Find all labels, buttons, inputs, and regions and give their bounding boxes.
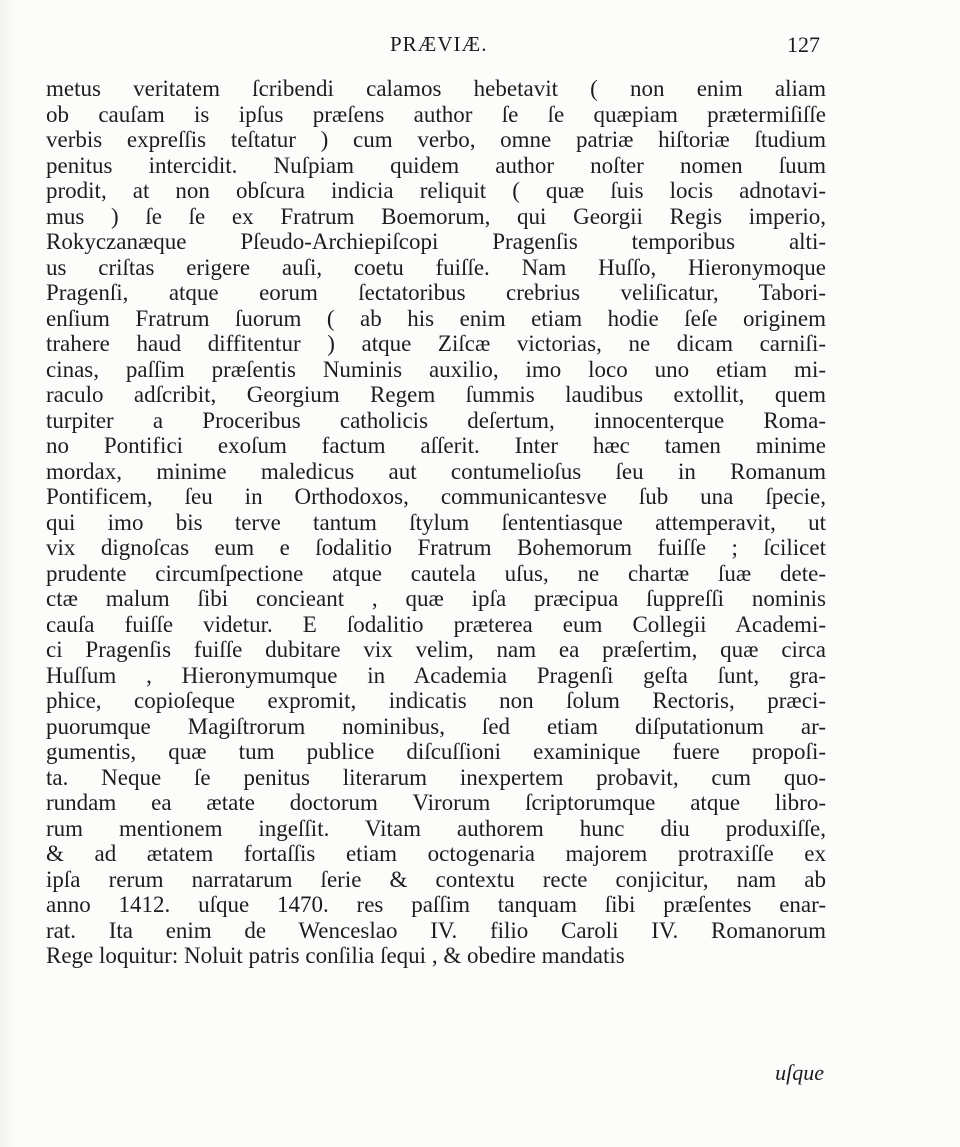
body-text — [46, 76, 826, 969]
text-line: penitus intercidit. Nuſpiam quidem author noſter nomen ſuum — [46, 152, 826, 178]
text-line: rat. Ita enim de Wenceslao IV. filio Caroli IV. Romanorum — [46, 917, 826, 943]
text-line: gumentis, quæ tum publice diſcuſſioni examinique fuere propoſi- — [46, 739, 826, 764]
text-line: Pragenſi, atque eorum ſectatoribus crebrius veliſicatur, Tabori- — [46, 280, 826, 305]
text-line: Rege loquitur: Noluit patris conſilia ſequi , & obedire mandatis — [46, 943, 625, 968]
text-line: Rokyczanæque Pſeudo-Archiepiſcopi Pragenſis temporibus alti- — [46, 229, 826, 254]
text-line: ci Pragenſis fuiſſe dubitare vix velim, nam ea præſertim, quæ circa — [46, 637, 826, 662]
text-line: no Pontifici exoſum factum aſſerit. Inter hæc tamen minime — [46, 433, 826, 458]
text-line: ctæ malum ſibi concieant , quæ ipſa præcipua ſuppreſſi nominis — [46, 586, 826, 611]
text-line: puorumque Magiſtrorum nominibus, ſed etiam diſputationum ar- — [46, 713, 826, 739]
text-line: ta. Neque ſe penitus literarum inexpertem probavit, cum quo- — [46, 764, 826, 790]
text-line: raculo adſcribit, Georgium Regem ſummis laudibus extollit, quem — [46, 382, 826, 407]
text-line: mordax, minime maledicus aut contumelioſus ſeu in Romanum — [46, 458, 826, 484]
text-line: & ad ætatem fortaſſis etiam octogenaria majorem protraxiſſe ex — [46, 841, 826, 866]
text-line: cauſa fuiſſe videtur. E ſodalitio præterea eum Collegii Academi- — [46, 611, 826, 637]
text-line: metus veritatem ſcribendi calamos hebetavit ( non enim aliam — [46, 76, 826, 101]
text-line: qui imo bis terve tantum ſtylum ſententiasque attemperavit, ut — [46, 509, 826, 535]
running-head — [0, 26, 960, 60]
page-number: 127 — [787, 32, 820, 57]
text-line: rundam ea ætate doctorum Virorum ſcriptorumque atque libro- — [46, 790, 826, 815]
text-line: prodit, at non obſcura indicia reliquit ( quæ ſuis locis adnotavi- — [46, 178, 826, 203]
text-line: anno 1412. uſque 1470. res paſſim tanquam ſibi præſentes enar- — [46, 892, 826, 917]
text-line: verbis expreſſis teſtatur ) cum verbo, omne patriæ hiſtoriæ ſtudium — [46, 127, 826, 152]
page-edge-shadow — [0, 0, 18, 1147]
text-line: Pontificem, ſeu in Orthodoxos, communicantesve ſub una ſpecie, — [46, 484, 826, 509]
text-line: enſium Fratrum ſuorum ( ab his enim etiam hodie ſeſe originem — [46, 305, 826, 331]
text-line: us criſtas erigere auſi, coetu fuiſſe. Nam Huſſo, Hieronymoque — [46, 254, 826, 280]
text-line: vix dignoſcas eum e ſodalitio Fratrum Bohemorum fuiſſe ; ſcilicet — [46, 535, 826, 560]
catchword: uſque — [775, 1060, 824, 1085]
text-line: prudente circumſpectione atque cautela uſus, ne chartæ ſuæ dete- — [46, 560, 826, 586]
text-line: Huſſum , Hieronymumque in Academia Pragenſi geſta ſunt, gra- — [46, 662, 826, 688]
text-line: rum mentionem ingeſſit. Vitam authorem hunc diu produxiſſe, — [46, 815, 826, 841]
running-title: PRÆVIÆ. — [390, 32, 488, 56]
text-line: ob cauſam is ipſus præſens author ſe ſe quæpiam prætermiſiſſe — [46, 101, 826, 127]
text-line: phice, copioſeque expromit, indicatis non ſolum Rectoris, præci- — [46, 688, 826, 713]
text-line: mus ) ſe ſe ex Fratrum Boemorum, qui Georgii Regis imperio, — [46, 203, 826, 229]
text-line: trahere haud diffitentur ) atque Ziſcæ victorias, ne dicam carniſi- — [46, 331, 826, 356]
text-line: ipſa rerum narratarum ſerie & contextu recte conjicitur, nam ab — [46, 866, 826, 892]
text-line: cinas, paſſim præſentis Numinis auxilio, imo loco uno etiam mi- — [46, 356, 826, 382]
text-line: turpiter a Proceribus catholicis deſertum, innocenterque Roma- — [46, 407, 826, 433]
